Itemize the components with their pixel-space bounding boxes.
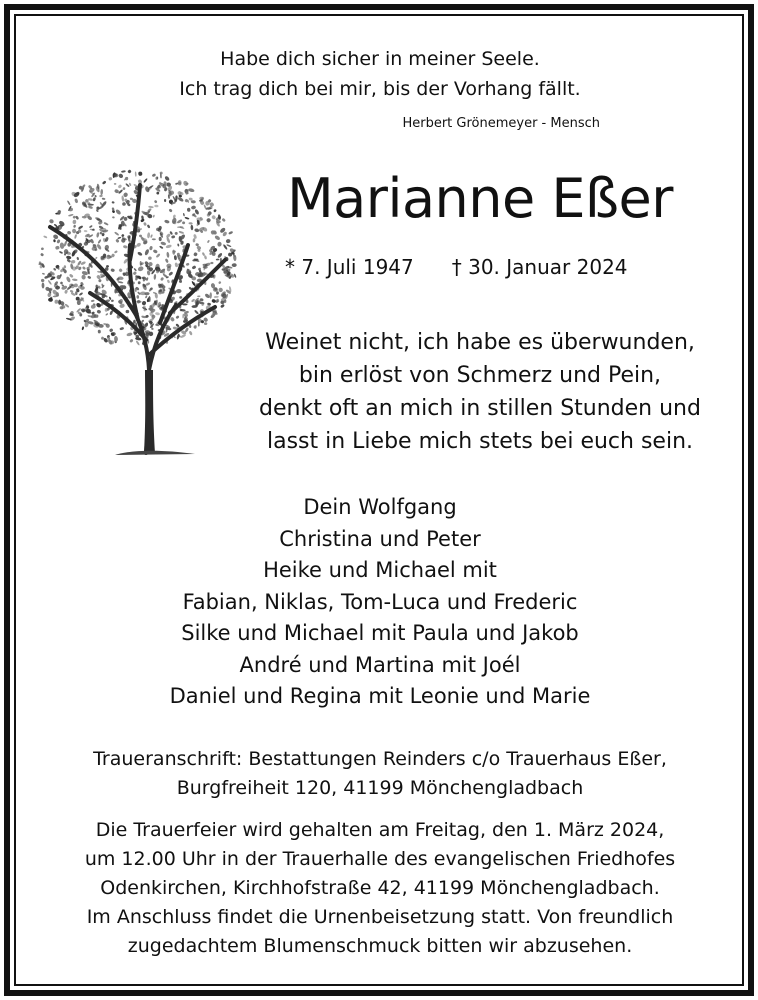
service-line: Odenkirchen, Kirchhofstraße 42, 41199 Mönchengladbach.: [100, 877, 660, 899]
motto-line: Ich trag dich bei mir, bis der Vorhang fällt.: [179, 78, 581, 100]
family-member: Christina und Peter: [279, 526, 481, 551]
poem: [240, 326, 720, 458]
motto-author: Herbert Grönemeyer - Mensch: [402, 116, 600, 131]
service-line: um 12.00 Uhr in der Trauerhalle des evangelischen Friedhofes: [84, 848, 676, 870]
service-line: Im Anschluss findet die Urnenbeisetzung statt. Von freundlich: [86, 906, 674, 928]
motto-line: Habe dich sicher in meiner Seele.: [220, 48, 540, 70]
tree-icon: [20, 155, 245, 455]
address-line: Traueranschrift: Bestattungen Reinders c/o Trauerhaus Eßer,: [93, 748, 667, 770]
family-member: Fabian, Niklas, Tom-Luca und Frederic: [182, 589, 578, 614]
family-member: Silke und Michael mit Paula und Jakob: [181, 621, 579, 645]
death-date: † 30. Januar 2024: [451, 255, 628, 279]
family-list: [80, 492, 680, 713]
service-line: zugedachtem Blumenschmuck bitten wir abzusehen.: [127, 935, 633, 957]
deceased-name: Marianne Eßer: [287, 167, 673, 230]
family-member: André und Martina mit Joél: [239, 652, 521, 677]
family-member: Heike und Michael mit: [263, 558, 497, 582]
family-member: Daniel und Regina mit Leonie und Marie: [169, 684, 591, 708]
poem-line: Weinet nicht, ich habe es überwunden,: [265, 330, 695, 355]
service-line: Die Trauerfeier wird gehalten am Freitag, den 1. März 2024,: [95, 819, 665, 841]
mourning-address: [30, 745, 730, 803]
address-line: Burgfreiheit 120, 41199 Mönchengladbach: [176, 777, 584, 799]
poem-line: bin erlöst von Schmerz und Pein,: [298, 363, 662, 388]
family-member: Dein Wolfgang: [303, 495, 457, 519]
motto-quote: [40, 44, 720, 104]
funeral-service-info: [30, 816, 730, 961]
poem-line: lasst in Liebe mich stets bei euch sein.: [266, 429, 694, 454]
life-dates: [285, 253, 628, 281]
birth-date: * 7. Juli 1947: [285, 255, 414, 279]
poem-line: denkt oft an mich in stillen Stunden und: [259, 396, 701, 421]
